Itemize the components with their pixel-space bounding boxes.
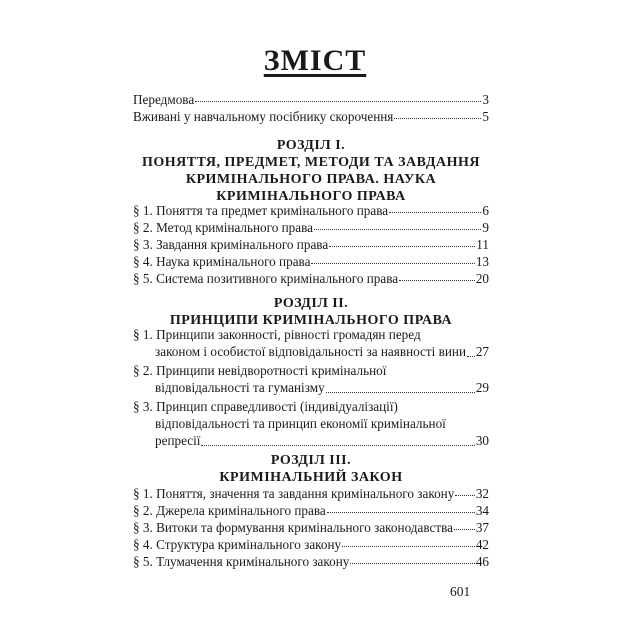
- toc-entry-title: § 3. Принцип справедливості (індивідуалізації): [133, 399, 398, 414]
- toc-entry-page: 34: [475, 503, 489, 518]
- toc-entry-title: § 2. Принципи невідворотності кримінальної: [133, 363, 387, 378]
- toc-entry-title: § 3. Витоки та формування кримінального законодавства: [133, 520, 454, 535]
- toc-entry[interactable]: [133, 553, 489, 571]
- toc-entry[interactable]: [133, 536, 489, 554]
- dot-leader: [455, 494, 474, 496]
- page-number: 601: [450, 584, 471, 599]
- toc-entry[interactable]: [133, 236, 489, 254]
- toc-entry-page: 27: [475, 344, 489, 359]
- section-title-line: ПРИНЦИПИ КРИМІНАЛЬНОГО ПРАВА: [169, 313, 453, 328]
- toc-entry-title: репресії: [155, 433, 201, 448]
- toc-entry[interactable]: [133, 108, 489, 126]
- toc-entry[interactable]: [133, 219, 489, 237]
- dot-leader: [329, 245, 475, 247]
- toc-entry-title: § 3. Завдання кримінального права: [133, 237, 329, 252]
- toc-entry-title: § 1. Поняття, значення та завдання кримінального закону: [133, 486, 455, 501]
- section-heading: [133, 295, 489, 329]
- toc-entry-page: 29: [475, 380, 489, 395]
- toc-entry[interactable]: [133, 485, 489, 503]
- toc-entry-title: Передмова: [133, 92, 195, 107]
- toc-entry[interactable]: [133, 253, 489, 271]
- toc-entry-first-line[interactable]: [133, 326, 489, 344]
- dot-leader: [389, 211, 481, 213]
- toc-entry-page: 11: [476, 237, 489, 252]
- toc-entry-title: § 1. Поняття та предмет кримінального права: [133, 203, 389, 218]
- toc-entry-page: 46: [475, 554, 489, 569]
- section-heading: [133, 452, 489, 486]
- toc-entry-page: 6: [482, 203, 489, 218]
- toc-entry[interactable]: [133, 270, 489, 288]
- dot-leader: [467, 355, 475, 357]
- section-title-line: КРИМІНАЛЬНИЙ ЗАКОН: [219, 470, 403, 485]
- toc-entry-first-line[interactable]: [133, 398, 489, 416]
- section-label: РОЗДІЛ III.: [270, 453, 352, 468]
- toc-entry-page: 20: [475, 271, 489, 286]
- toc-entry-title: Вживані у навчальному посібнику скорочення: [133, 109, 394, 124]
- toc-entry-title: § 4. Структура кримінального закону: [133, 537, 342, 552]
- toc-entry-page: 9: [482, 220, 489, 235]
- dot-leader: [350, 562, 474, 564]
- dot-leader: [311, 262, 474, 264]
- dot-leader: [342, 545, 475, 547]
- dot-leader: [394, 117, 481, 119]
- toc-entry-first-line[interactable]: [133, 362, 489, 380]
- section-heading: [133, 137, 489, 205]
- toc-entry-title: відповідальності та принцип економії кримінальної: [155, 416, 446, 431]
- toc-entry-title: § 1. Принципи законності, рівності громадян перед: [133, 327, 421, 342]
- toc-entry-title: законом і особистої відповідальності за наявності вини: [155, 344, 467, 359]
- toc-entry-title: § 2. Метод кримінального права: [133, 220, 314, 235]
- toc-entry[interactable]: [133, 91, 489, 109]
- dot-leader: [327, 511, 475, 513]
- dot-leader: [201, 444, 474, 446]
- toc-entry-title: відповідальності та гуманізму: [155, 380, 325, 395]
- toc-entry-continuation[interactable]: [155, 343, 489, 361]
- toc-entry-page: 3: [482, 92, 489, 107]
- toc-entry-page: 13: [475, 254, 489, 269]
- section-label: РОЗДІЛ I.: [276, 138, 346, 153]
- toc-entry-page: 32: [475, 486, 489, 501]
- toc-entry-page: 42: [475, 537, 489, 552]
- section-title-line: ПОНЯТТЯ, ПРЕДМЕТ, МЕТОДИ ТА ЗАВДАННЯ: [141, 155, 481, 170]
- section-label: РОЗДІЛ II.: [273, 296, 349, 311]
- toc-entry-page: 37: [475, 520, 489, 535]
- toc-entry-page: 30: [475, 433, 489, 448]
- toc-entry-continuation[interactable]: [155, 432, 489, 450]
- dot-leader: [326, 391, 475, 393]
- toc-entry-page: 5: [482, 109, 489, 124]
- section-title-line: КРИМІНАЛЬНОГО ПРАВА: [216, 189, 406, 204]
- toc-entry-title: § 5. Система позитивного кримінального права: [133, 271, 399, 286]
- toc-entry-continuation[interactable]: [155, 415, 489, 433]
- dot-leader: [195, 100, 481, 102]
- dot-leader: [454, 528, 475, 530]
- page-title: ЗМІСТ: [263, 44, 367, 77]
- toc-entry[interactable]: [133, 502, 489, 520]
- toc-entry-title: § 2. Джерела кримінального права: [133, 503, 326, 518]
- toc-entry-continuation[interactable]: [155, 379, 489, 397]
- toc-entry-title: § 5. Тлумачення кримінального закону: [133, 554, 350, 569]
- dot-leader: [399, 279, 475, 281]
- toc-entry-title: § 4. Наука кримінального права: [133, 254, 311, 269]
- toc-entry[interactable]: [133, 202, 489, 220]
- section-title-line: КРИМІНАЛЬНОГО ПРАВА. НАУКА: [185, 172, 437, 187]
- toc-entry[interactable]: [133, 519, 489, 537]
- dot-leader: [314, 228, 481, 230]
